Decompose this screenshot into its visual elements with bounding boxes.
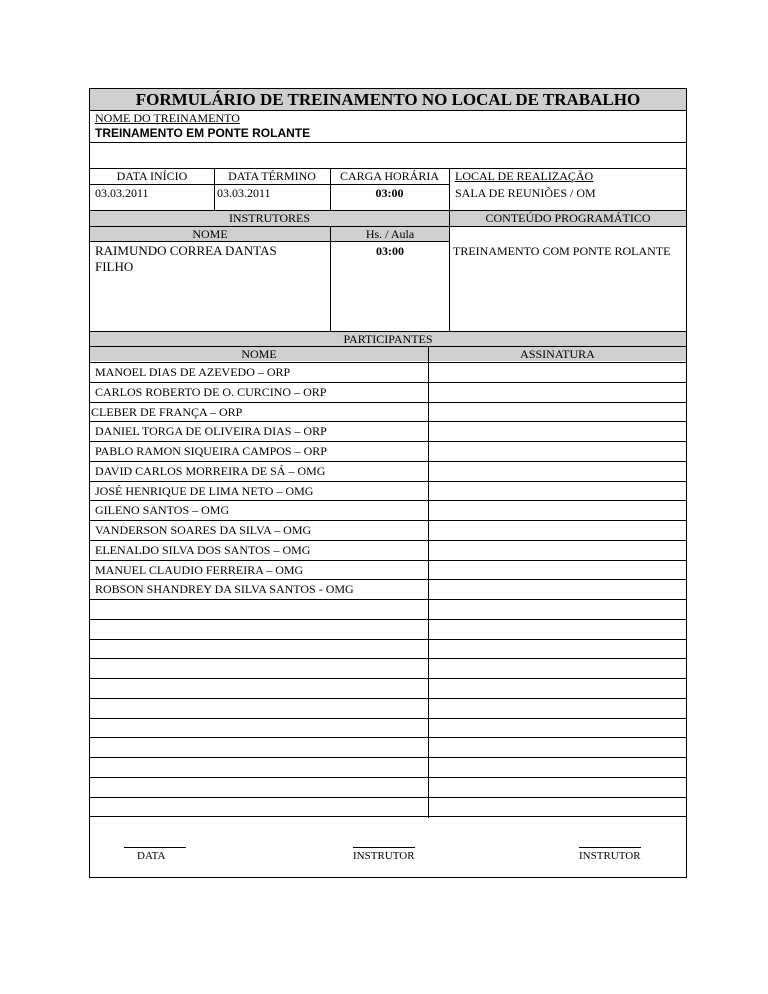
participants-header: PARTICIPANTES <box>343 332 433 346</box>
signature-header: ASSINATURA <box>520 347 595 361</box>
table-row <box>90 540 686 560</box>
end-date-value: 03.03.2011 <box>217 186 271 200</box>
table-row <box>90 797 686 816</box>
signature-cell[interactable] <box>429 560 686 579</box>
signature-cell[interactable] <box>429 579 686 599</box>
participant-name: VANDERSON SOARES DA SILVA – OMG <box>95 523 312 537</box>
instructors-header: INSTRUTORES <box>228 211 311 225</box>
instructor-hours-value: 03:00 <box>376 244 404 258</box>
signature-cell[interactable] <box>429 520 686 540</box>
start-date-value: 03.03.2011 <box>95 186 149 200</box>
table-row <box>90 560 686 579</box>
signature-cell[interactable] <box>429 362 686 382</box>
signature-cell[interactable] <box>429 639 686 658</box>
table-row <box>90 658 686 678</box>
participant-name: CLEBER DE FRANÇA – ORP <box>91 405 243 419</box>
signature-cell[interactable] <box>429 718 686 737</box>
training-name-value: TREINAMENTO EM PONTE ROLANTE <box>95 126 311 140</box>
signature-cell[interactable] <box>429 461 686 481</box>
table-row <box>90 362 686 382</box>
location-value: SALA DE REUNIÕES / OM <box>455 186 596 200</box>
date-signature-line <box>124 847 186 848</box>
signature-cell[interactable] <box>429 540 686 560</box>
instructor1-label: INSTRUTOR <box>353 850 415 862</box>
signature-cell[interactable] <box>429 737 686 757</box>
participant-name: MANUEL CLAUDIO FERREIRA – OMG <box>95 563 304 577</box>
instructor-name-line1: RAIMUNDO CORREA DANTAS <box>95 243 277 258</box>
table-row <box>90 402 686 421</box>
table-row <box>90 421 686 441</box>
table-row <box>90 777 686 797</box>
workload-label: CARGA HORÁRIA <box>339 169 439 183</box>
participant-name-header: NOME <box>241 347 277 361</box>
table-row <box>90 441 686 461</box>
participant-name: MANOEL DIAS DE AZEVEDO – ORP <box>95 365 291 379</box>
table-row <box>90 757 686 777</box>
instructor2-signature-line <box>579 847 641 848</box>
participant-name: CARLOS ROBERTO DE O. CURCINO – ORP <box>95 385 327 399</box>
table-row <box>90 639 686 658</box>
participant-name: JOSÉ HENRIQUE DE LIMA NETO – OMG <box>95 484 314 498</box>
table-row <box>90 481 686 500</box>
signature-cell[interactable] <box>429 658 686 678</box>
participant-name: GILENO SANTOS – OMG <box>95 503 230 517</box>
signature-cell[interactable] <box>429 441 686 461</box>
instructor-name-line2: FILHO <box>95 259 134 274</box>
table-row <box>90 737 686 757</box>
workload-value: 03:00 <box>375 186 404 200</box>
instructor-hours-header: Hs. / Aula <box>365 227 415 241</box>
table-row <box>90 718 686 737</box>
start-date-label: DATA INÍCIO <box>116 169 188 183</box>
participant-name: PABLO RAMON SIQUEIRA CAMPOS – ORP <box>95 444 327 458</box>
instructor-name-header: NOME <box>192 227 228 241</box>
table-row <box>90 619 686 639</box>
signature-cell[interactable] <box>429 382 686 402</box>
table-row <box>90 520 686 540</box>
signature-cell[interactable] <box>429 777 686 797</box>
location-label: LOCAL DE REALIZAÇÃO <box>455 169 594 183</box>
signature-cell[interactable] <box>429 599 686 619</box>
table-row <box>90 500 686 520</box>
participant-name: ELENALDO SILVA DOS SANTOS – OMG <box>95 543 311 557</box>
participant-name: DAVID CARLOS MORREIRA DE SÁ – OMG <box>95 464 326 478</box>
training-form <box>89 88 687 878</box>
program-header: CONTEÚDO PROGRAMÁTICO <box>485 211 651 225</box>
program-content: TREINAMENTO COM PONTE ROLANTE <box>453 244 671 258</box>
participant-name: ROBSON SHANDREY DA SILVA SANTOS - OMG <box>95 582 354 596</box>
training-name-label: NOME DO TREINAMENTO <box>95 111 240 125</box>
date-label: DATA <box>137 850 166 862</box>
table-row <box>90 382 686 402</box>
signature-cell[interactable] <box>429 421 686 441</box>
signature-cell[interactable] <box>429 481 686 500</box>
signature-cell[interactable] <box>429 500 686 520</box>
signature-cell[interactable] <box>429 402 686 421</box>
signature-cell[interactable] <box>429 757 686 777</box>
instructor2-label: INSTRUTOR <box>579 850 641 862</box>
signature-cell[interactable] <box>429 678 686 698</box>
instructor1-signature-line <box>353 847 415 848</box>
signature-cell[interactable] <box>429 619 686 639</box>
table-row <box>90 678 686 698</box>
signature-cell[interactable] <box>429 797 686 816</box>
end-date-label: DATA TÉRMINO <box>228 169 316 183</box>
participant-name: DANIEL TORGA DE OLIVEIRA DIAS – ORP <box>95 424 327 438</box>
signature-cell[interactable] <box>429 698 686 718</box>
table-row <box>90 698 686 718</box>
form-title: FORMULÁRIO DE TREINAMENTO NO LOCAL DE TRABALHO <box>135 90 641 109</box>
table-row <box>90 579 686 599</box>
table-row <box>90 461 686 481</box>
table-row <box>90 599 686 619</box>
